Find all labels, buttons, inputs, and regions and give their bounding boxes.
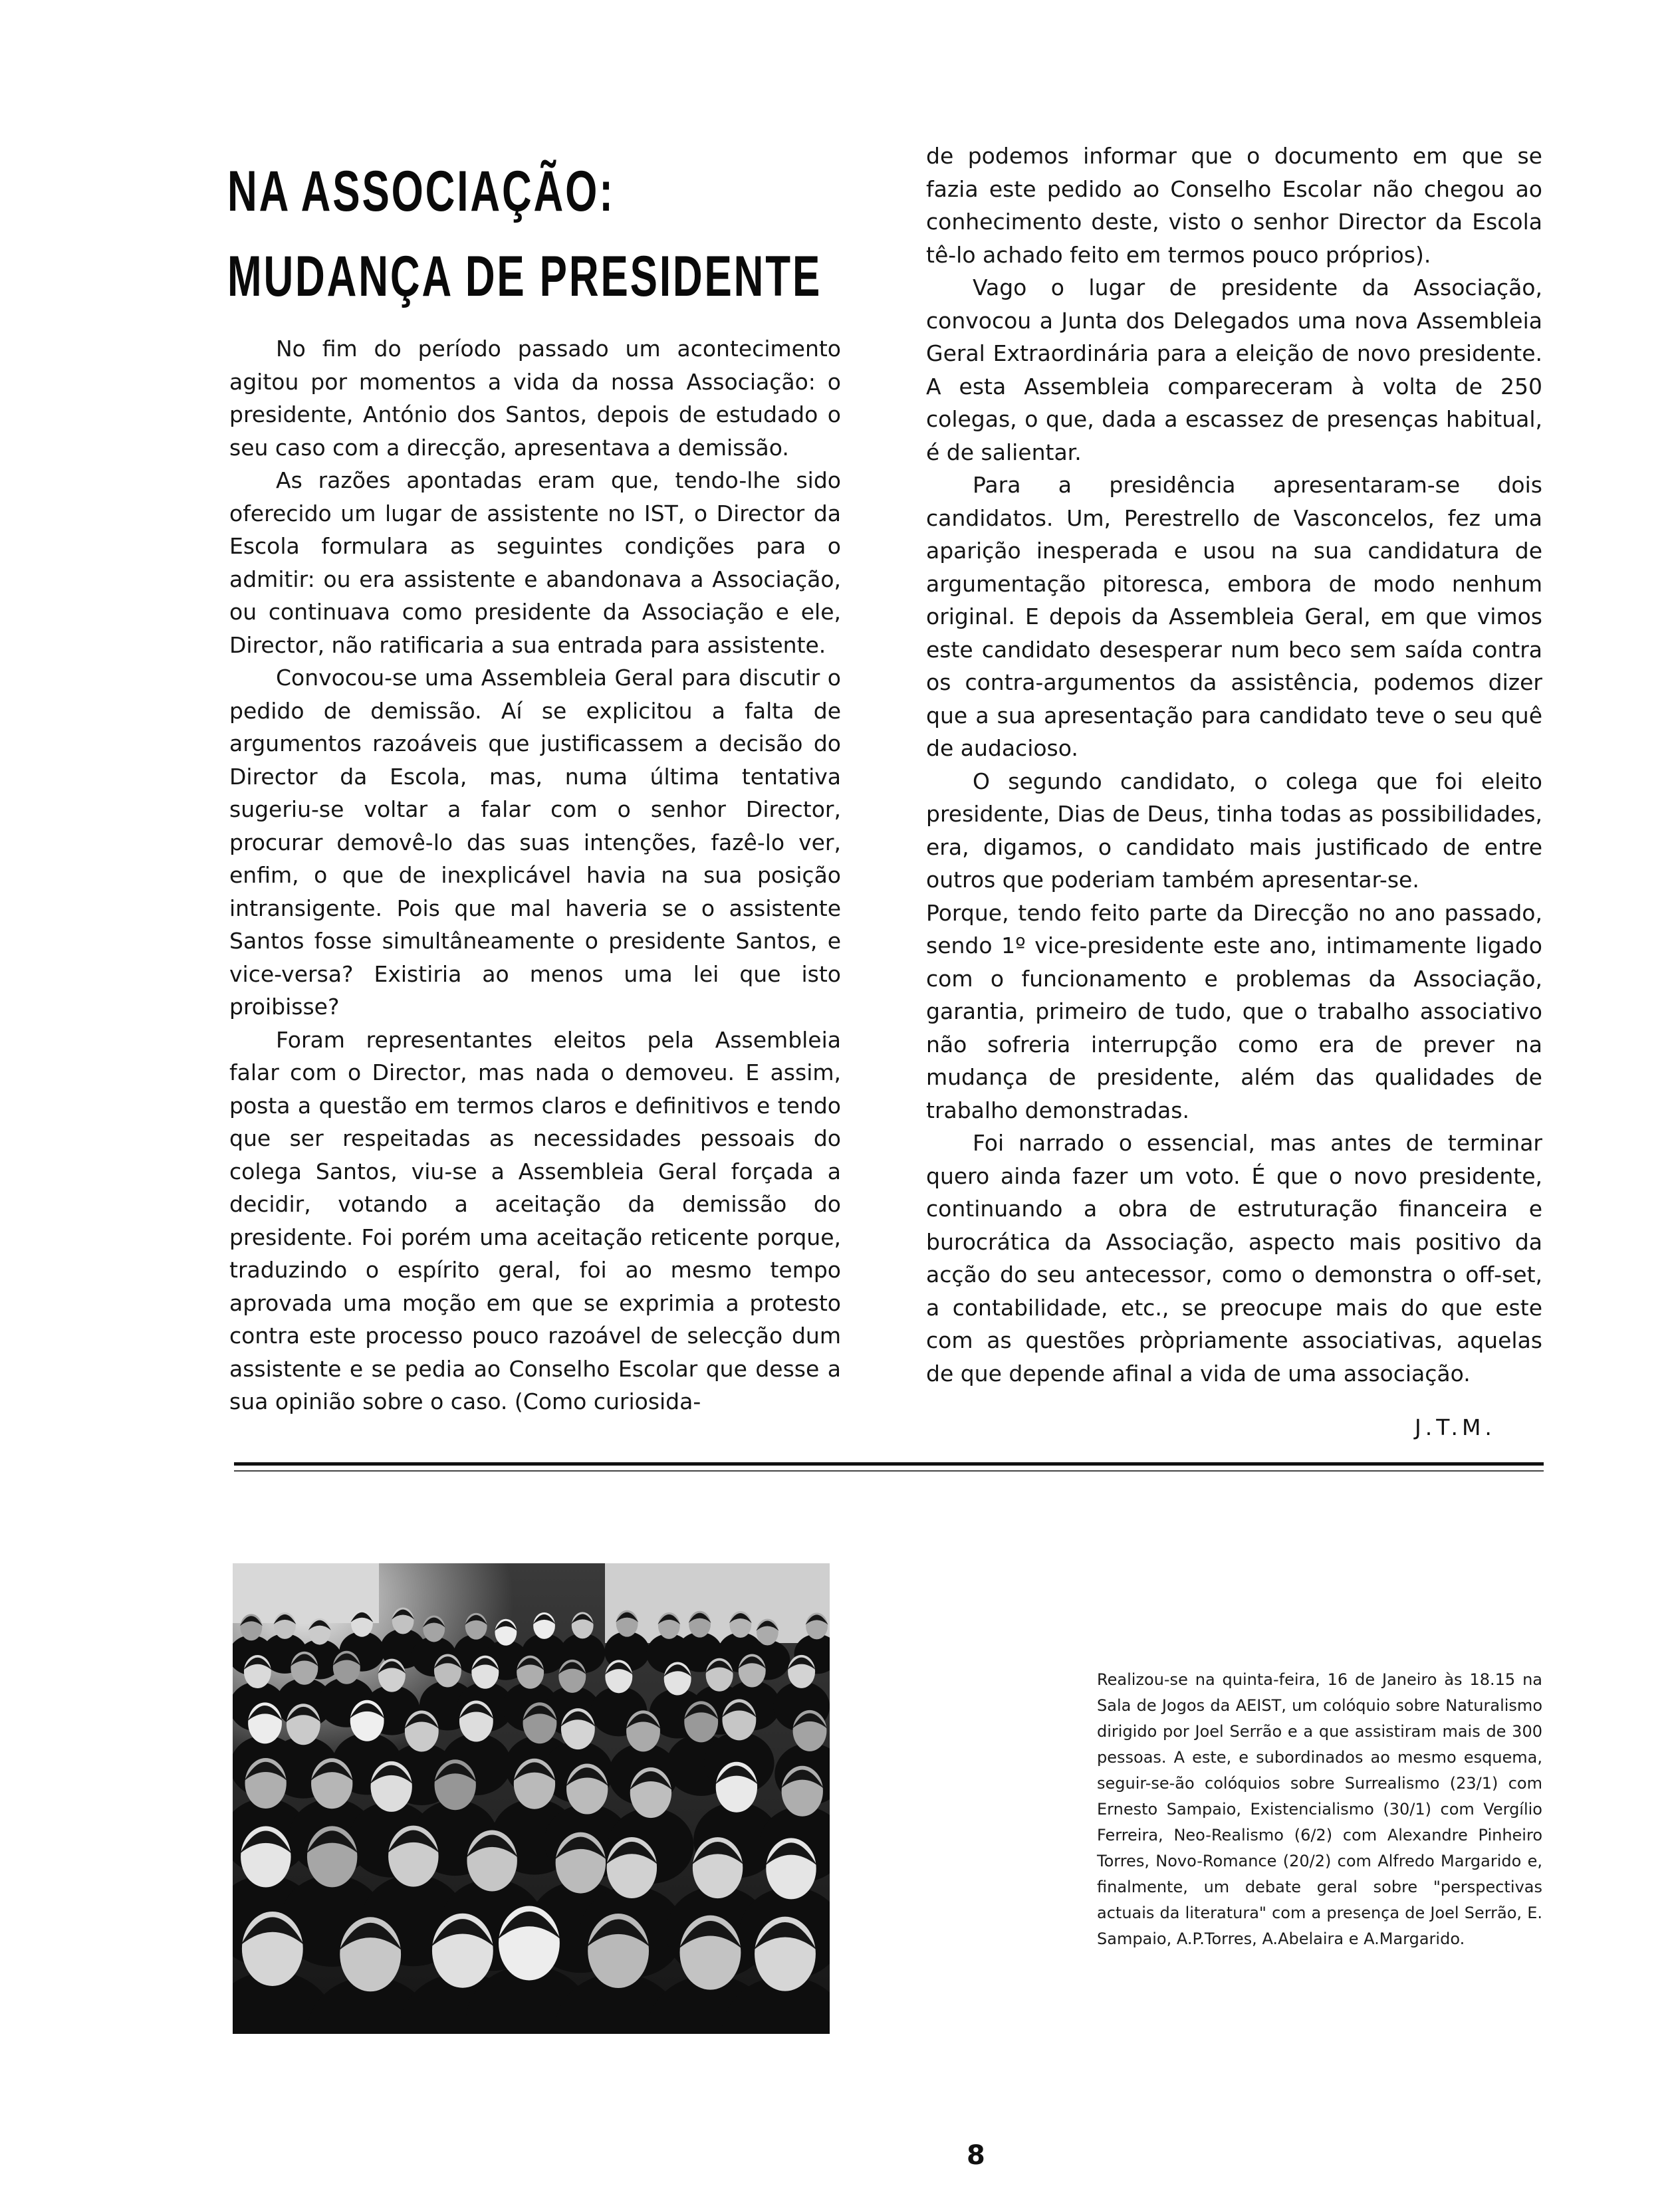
paragraph: de podemos informar que o documento em que se fazia este pedido ao Conselho Escolar não chegou ao conhecimento deste, visto o senhor Director da Escola tê-lo achado feito em termos pouco próprios). (926, 143, 1542, 268)
author-signature: J.T.M. (1415, 1414, 1496, 1440)
right-text-column (926, 140, 1542, 1390)
left-text-column (229, 332, 841, 1418)
headline-line-1: NA ASSOCIAÇÃO: (227, 160, 615, 223)
page-number: 8 (967, 2140, 985, 2171)
section-divider (234, 1462, 1544, 1466)
paragraph: Vago o lugar de presidente da Associação, convocou a Junta dos Delegados uma nova Assembleia Geral Extraordinária para a eleição de novo presidente. A esta Assembleia compareceram à volta de 250 colegas, o que, dada a escassez de presenças habitual, é de salientar. (926, 275, 1542, 465)
paragraph: Foram representantes eleitos pela Assembleia falar com o Director, mas nada o demoveu. E assim, posta a questão em termos claros e definitivos e tendo que ser respeitadas as necessidades pessoais do colega Santos, viu-se a Assembleia Geral forçada a decidir, votando a aceitação da demissão do presidente. Foi porém uma aceitação reticente porque, traduzindo o espírito geral, foi ao mesmo tempo aprovada uma moção em que se exprimia a protesto contra este processo pouco razoável de selecção dum assistente e se pedia ao Conselho Escolar que desse a sua opinião sobre o caso. (Como curiosida- (229, 1026, 841, 1414)
paragraph: As razões apontadas eram que, tendo-lhe sido oferecido um lugar de assistente no IST, o Director da Escola formulara as seguintes condições para o admitir: ou era assistente e abandonava a Associação, ou continuava como presidente da Associação e ele, Director, não ratificaria a sua entrada para assistente. (229, 467, 841, 658)
paragraph: Foi narrado o essencial, mas antes de terminar quero ainda fazer um voto. É que o novo presidente, continuando a obra de estruturação financeira e burocrática da Associação, aspecto mais positivo da acção do seu antecessor, como o demonstra o off-set, a contabilidade, etc., se preocupe mais do que este com as questões pròpriamente associativas, aquelas de que depende afinal a vida de uma associação. (926, 1130, 1542, 1386)
paragraph: No fim do período passado um acontecimento agitou por momentos a vida da nossa Associação: o presidente, António dos Santos, depois de estudado o seu caso com a direcção, apresentava a demissão. (229, 336, 841, 461)
article-headline (227, 149, 822, 319)
audience-photo (233, 1563, 830, 2034)
section-divider-thin (234, 1470, 1544, 1472)
paragraph: Para a presidência apresentaram-se dois candidatos. Um, Perestrello de Vasconcelos, fez uma aparição inesperada e usou na sua candidatura de argumentação pitoresca, embora de modo nenhum original. E depois da Assembleia Geral, em que vimos este candidato desesperar num beco sem saída contra os contra-argumentos da assistência, podemos dizer que a sua apresentação para candidato teve o seu quê de audacioso. (926, 472, 1542, 761)
photo-caption: Realizou-se na quinta-feira, 16 de Janeiro às 18.15 na Sala de Jogos da AEIST, um colóquio sobre Naturalismo dirigido por Joel Serrão e a que assistiram mais de 300 pessoas. A este, e subordinados ao mesmo esquema, seguir-se-ão colóquios sobre Surrealismo (23/1) com Ernesto Sampaio, Existencialismo (30/1) com Vergílio Ferreira, Neo-Realismo (6/2) com Alexandre Pinheiro Torres, Novo-Romance (20/2) com Alfredo Margarido e, finalmente, um debate geral sobre "perspectivas actuais da literatura" com a presença de Joel Serrão, E. Sampaio, A.P.Torres, A.Abelaira e A.Margarido. (1097, 1670, 1542, 1948)
paragraph: Convocou-se uma Assembleia Geral para discutir o pedido de demissão. Aí se explicitou a falta de argumentos razoáveis que justificassem a decisão do Director da Escola, mas, numa última tentativa sugeriu-se voltar a falar com o senhor Director, procurar demovê-lo das suas intenções, fazê-lo ver, enfim, o que de inexplicável havia na sua posição intransigente. Pois que mal haveria se o assistente Santos fosse simultâneamente o presidente Santos, e vice-versa? Existiria ao menos uma lei que isto proibisse? (229, 665, 841, 1020)
paragraph: Porque, tendo feito parte da Direcção no ano passado, sendo 1º vice-presidente este ano, intimamente ligado com o funcionamento e problemas da Associação, garantia, primeiro de tudo, que o trabalho associativo não sofreria interrupção como era de prever na mudança de presidente, além das qualidades de trabalho demonstradas. (926, 899, 1542, 1123)
crowd-photo-illustration (233, 1563, 830, 2034)
paragraph: O segundo candidato, o colega que foi eleito presidente, Dias de Deus, tinha todas as possibilidades, era, digamos, o candidato mais justificado de entre outros que poderiam também apresentar-se. (926, 768, 1542, 893)
headline-line-2: MUDANÇA DE PRESIDENTE (227, 245, 822, 308)
